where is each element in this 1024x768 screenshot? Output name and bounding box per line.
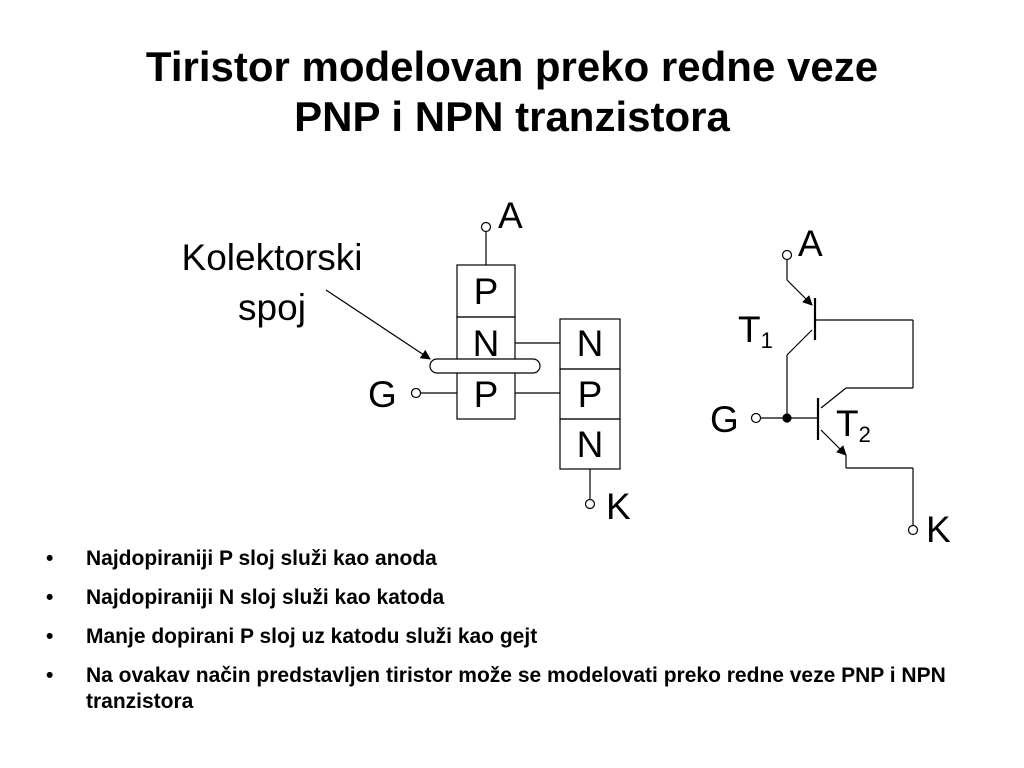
t1-letter: T (738, 309, 761, 350)
title-line-1: Tiristor modelovan preko redne veze (145, 43, 879, 90)
kolektorski-spoj-label (182, 237, 363, 328)
bullet-dot: • (46, 586, 54, 609)
t1-emitter (787, 280, 812, 305)
cathode-terminal (586, 500, 595, 509)
anode-terminal (482, 223, 491, 232)
t1-collector (787, 330, 812, 355)
junction-pointer-arrow (326, 290, 430, 359)
bullet-item (40, 546, 1000, 572)
bullet-dot: • (46, 664, 54, 687)
bullet-text: Najdopiraniji N sloj služi kao katoda (86, 586, 445, 609)
left-layer-p-bottom-label: P (473, 374, 499, 415)
bullet-dot: • (46, 547, 54, 570)
kolektorski-label-line-2: spoj (238, 287, 306, 328)
right-layer-n-top-label: N (576, 323, 604, 364)
transistor-model (752, 251, 918, 535)
t1-label (738, 309, 773, 353)
model-cathode-label: K (926, 509, 951, 550)
gate-junction-dot (783, 414, 791, 422)
bullet-list (40, 546, 1000, 728)
model-gate-terminal (752, 414, 761, 423)
bullet-item (40, 663, 1000, 715)
title-line-2: PNP i NPN tranzistora (294, 93, 730, 140)
bullet-item (40, 624, 1000, 650)
layer-anode-label: A (498, 195, 523, 236)
t1-subscript: 1 (760, 328, 773, 353)
left-layer-n-label: N (472, 323, 500, 364)
t2-subscript: 2 (858, 422, 871, 447)
left-layer-p-top-label: P (473, 271, 499, 312)
bullet-text: Najdopiraniji P sloj služi kao anoda (86, 547, 437, 570)
model-gate-label: G (710, 399, 739, 440)
bullet-dot: • (46, 625, 54, 648)
right-layer-n-bottom-label: N (576, 424, 604, 465)
model-anode-terminal (783, 251, 792, 260)
model-labels (710, 223, 951, 550)
bullet-text: Manje dopirani P sloj uz katodu služi kao gejt (86, 625, 538, 648)
model-anode-label: A (798, 223, 823, 264)
model-cathode-terminal (909, 526, 918, 535)
t2-label (836, 403, 871, 447)
layer-cathode-label: K (606, 486, 631, 527)
layer-gate-label: G (368, 374, 397, 415)
t2-letter: T (836, 403, 859, 444)
bullet-item (40, 585, 1000, 611)
kolektorski-label-line-1: Kolektorski (181, 237, 363, 278)
gate-terminal (412, 389, 421, 398)
right-layer-p-label: P (577, 374, 603, 415)
layer-diagram (326, 223, 620, 509)
bullet-text: Na ovakav način predstavljen tiristor može se modelovati preko redne veze PNP i NPN tranzistora (86, 664, 946, 713)
